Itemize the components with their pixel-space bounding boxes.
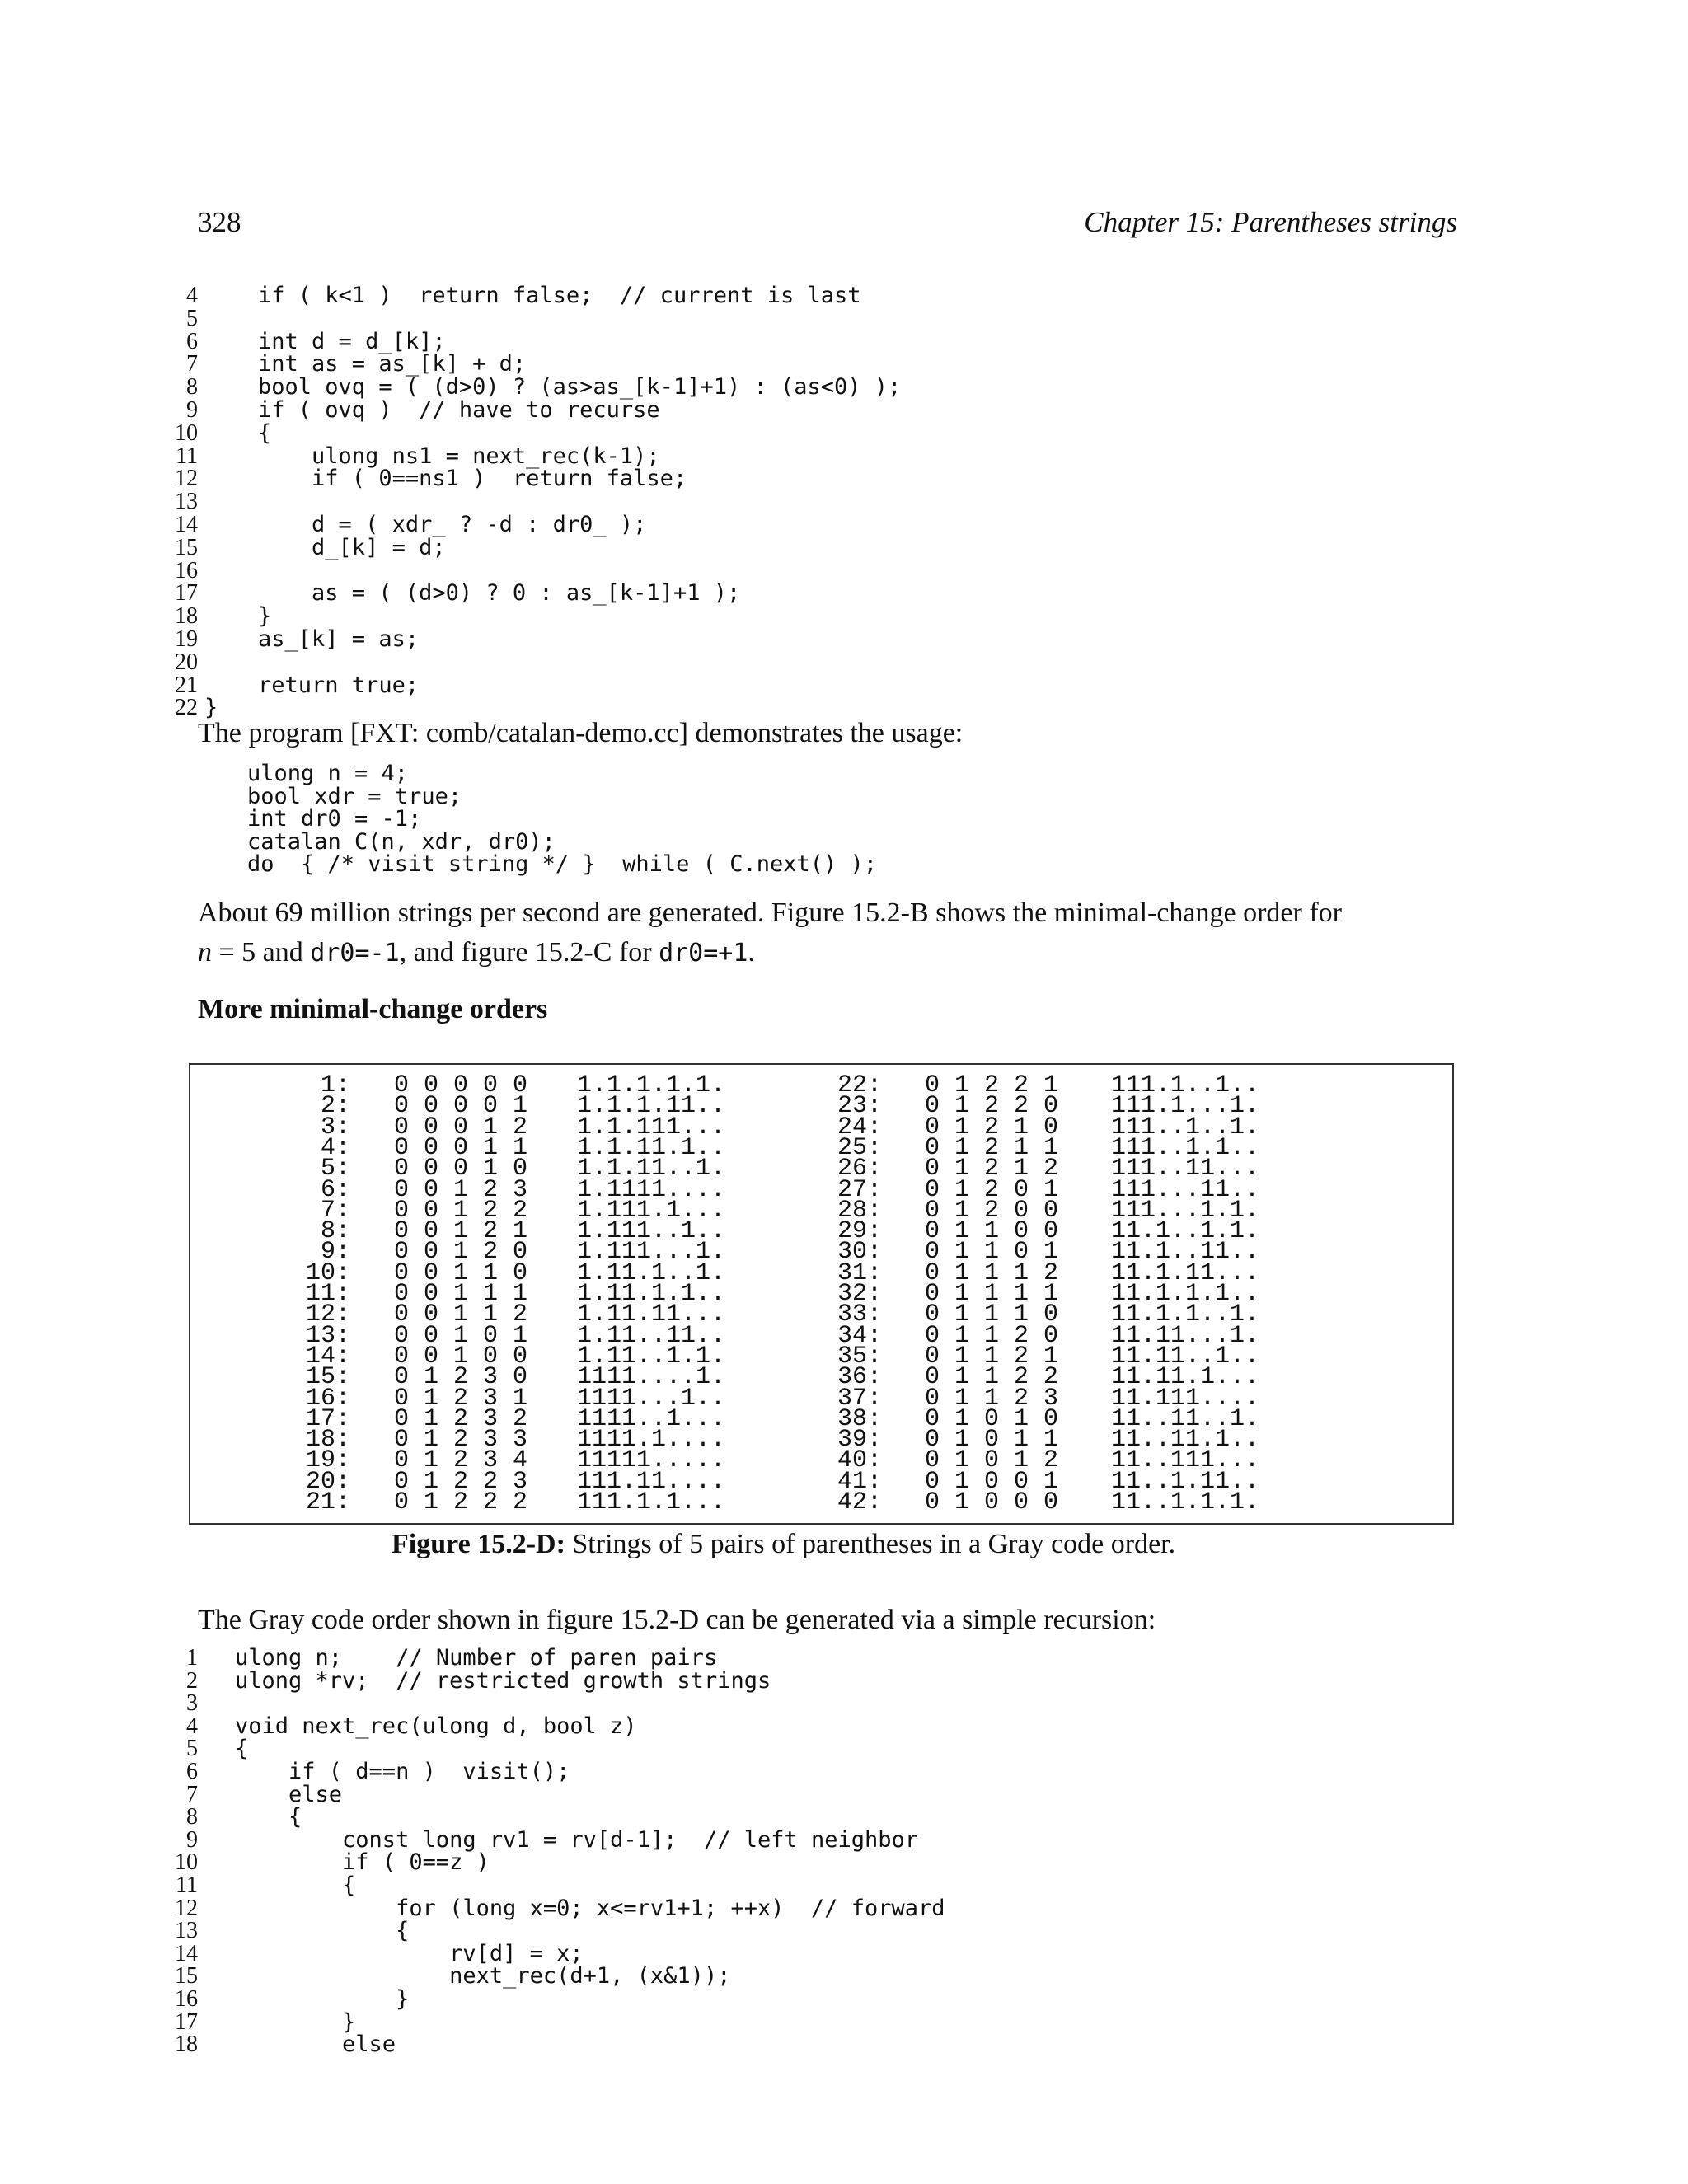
figure-row-index: 7: <box>320 1196 350 1225</box>
figure-row-rgs: 0 0 0 0 0 <box>394 1071 528 1099</box>
line-number: 17 <box>175 2008 198 2035</box>
figure-row-rgs: 0 1 1 1 1 <box>925 1280 1059 1308</box>
code-text: { <box>204 419 272 446</box>
code-text: ulong *rv; // restricted growth strings <box>235 1667 771 1694</box>
code-line <box>165 1874 1484 1897</box>
figure-row-index: 3: <box>320 1113 350 1141</box>
line-number: 13 <box>175 1918 198 1944</box>
code-text: } <box>204 603 272 630</box>
figure-row-index: 8: <box>320 1217 350 1246</box>
code-text: { <box>235 1872 356 1898</box>
line-number: 4 <box>186 283 198 308</box>
figure-row-index: 19: <box>305 1446 350 1475</box>
figure-row-rgs: 0 0 0 0 1 <box>394 1092 528 1121</box>
code-line <box>165 1692 1484 1715</box>
code-line <box>165 396 1484 423</box>
figure-row-paren-string: 11..11.1.. <box>1111 1426 1260 1455</box>
demo-code-line <box>247 853 1401 876</box>
running-title: Chapter 15: Parentheses strings <box>1084 206 1457 238</box>
paragraph-speed-s4: . <box>748 937 755 968</box>
figure-row-paren-string: 1.11.1.1.. <box>577 1280 726 1308</box>
variable-n: n <box>198 937 212 968</box>
figure-row-paren-string: 111.1...1. <box>1111 1092 1260 1121</box>
figure-row-index: 10: <box>305 1258 350 1287</box>
line-number: 17 <box>175 580 198 607</box>
code-line <box>165 557 1484 583</box>
code-text: bool ovq = ( (d>0) ? (as>as_[k-1]+1) : (as<0) ); <box>204 374 902 401</box>
figure-row-index: 5: <box>320 1155 350 1183</box>
figure-row-index: 34: <box>837 1321 882 1350</box>
code-line <box>165 1851 1484 1874</box>
figure-row-index: 35: <box>837 1342 882 1371</box>
inline-code-dr0-pos: dr0=+1 <box>659 939 748 968</box>
code-line <box>165 1806 1484 1829</box>
code-line <box>165 513 1484 537</box>
line-number: 8 <box>186 374 198 401</box>
figure-row-index: 39: <box>837 1426 882 1455</box>
demo-code-line <box>247 785 1401 808</box>
figure-row-paren-string: 11.11...1. <box>1111 1321 1260 1350</box>
paragraph-speed-s1: About 69 million strings per second are generated. Figure 15.2-B shows the minimal-change order for <box>198 898 1342 928</box>
page-number: 328 <box>198 206 241 238</box>
line-number: 2 <box>186 1667 198 1694</box>
code-text: return true; <box>204 672 420 698</box>
figure-row-index: 20: <box>305 1467 350 1496</box>
figure-row-paren-string: 111..11... <box>1111 1155 1260 1183</box>
figure-row-index: 28: <box>837 1196 882 1225</box>
figure-row-index: 2: <box>320 1092 350 1121</box>
figure-row-rgs: 0 0 1 1 2 <box>394 1301 528 1329</box>
figure-row-rgs: 0 0 1 0 1 <box>394 1321 528 1350</box>
figure-row-paren-string: 1111...1.. <box>577 1384 726 1413</box>
figure-row-index: 23: <box>837 1092 882 1121</box>
code-text: int d = d_[k]; <box>204 328 446 354</box>
code-text: d_[k] = d; <box>204 534 446 560</box>
figure-row-paren-string: 111..1.1.. <box>1111 1133 1260 1162</box>
line-number: 4 <box>186 1713 198 1739</box>
code-line <box>165 307 1484 330</box>
figure-row-rgs: 0 1 1 2 3 <box>925 1384 1059 1413</box>
figure-row-rgs: 0 1 1 2 1 <box>925 1342 1059 1371</box>
figure-row-paren-string: 1.1.1.11.. <box>577 1092 726 1121</box>
figure-row-paren-string: 1111.1.... <box>577 1426 726 1455</box>
paragraph-speed-s3: , and figure 15.2-C for <box>399 937 659 968</box>
figure-row-index: 32: <box>837 1280 882 1308</box>
figure-row-paren-string: 1.1.11.1.. <box>577 1133 726 1162</box>
code-line <box>165 353 1484 376</box>
figure-row-index: 16: <box>305 1384 350 1413</box>
line-number: 6 <box>186 328 198 354</box>
line-number: 7 <box>186 1781 198 1807</box>
figure-row-paren-string: 1.1.11..1. <box>577 1155 726 1183</box>
figure-row-rgs: 0 0 1 1 1 <box>394 1280 528 1308</box>
code-line <box>165 1760 1484 1783</box>
figure-row-index: 11: <box>305 1280 350 1308</box>
figure-row-index: 15: <box>305 1363 350 1392</box>
code-line <box>165 376 1484 399</box>
code-text: d = ( xdr_ ? -d : dr0_ ); <box>204 511 647 537</box>
line-number: 7 <box>186 351 198 377</box>
figure-row-paren-string: 11111..... <box>577 1446 726 1475</box>
figure-row-paren-string: 1111....1. <box>577 1363 726 1392</box>
figure-row-paren-string: 1.111...1. <box>577 1238 726 1267</box>
figure-row-index: 41: <box>837 1467 882 1496</box>
code-listing-bottom <box>165 1647 1484 2056</box>
figure-row-rgs: 0 1 2 1 0 <box>925 1113 1059 1141</box>
line-number: 9 <box>186 396 198 423</box>
figure-row-paren-string: 111.1..1.. <box>1111 1071 1260 1099</box>
code-text: if ( ovq ) // have to recurse <box>204 396 660 423</box>
figure-row-index: 33: <box>837 1301 882 1329</box>
line-number: 15 <box>175 534 198 560</box>
line-number: 19 <box>175 626 198 652</box>
figure-row-rgs: 0 1 2 2 3 <box>394 1467 528 1496</box>
figure-row-rgs: 0 1 1 2 0 <box>925 1321 1059 1350</box>
figure-row-index: 38: <box>837 1404 882 1433</box>
figure-row-index: 18: <box>305 1426 350 1455</box>
figure-row-paren-string: 11..111... <box>1111 1446 1260 1475</box>
figure-row-index: 40: <box>837 1446 882 1475</box>
line-number: 5 <box>186 1736 198 1762</box>
code-text: void next_rec(ulong d, bool z) <box>235 1713 637 1739</box>
figure-row-paren-string: 1.1111.... <box>577 1175 726 1204</box>
figure-row-rgs: 0 0 0 1 2 <box>394 1113 528 1141</box>
figure-row-rgs: 0 1 2 3 4 <box>394 1446 528 1475</box>
code-line <box>165 2008 1484 2035</box>
figure-row-index: 22: <box>837 1071 882 1099</box>
paragraph-demo-intro: The program [FXT: comb/catalan-demo.cc] demonstrates the usage: <box>198 718 964 748</box>
code-line <box>165 1783 1484 1807</box>
figure-row-rgs: 0 0 1 1 0 <box>394 1258 528 1287</box>
paragraph-recursion-intro: The Gray code order shown in figure 15.2-D can be generated via a simple recursion: <box>198 1605 1156 1635</box>
figure-row-rgs: 0 1 2 0 0 <box>925 1196 1059 1225</box>
paragraph-speed <box>198 893 1451 973</box>
code-line <box>165 651 1484 674</box>
figure-row-rgs: 0 0 0 1 0 <box>394 1155 528 1183</box>
code-text: if ( k<1 ) return false; // current is last <box>204 283 861 308</box>
line-number: 6 <box>186 1758 198 1784</box>
figure-row-paren-string: 111..1..1. <box>1111 1113 1260 1141</box>
code-text: const long rv1 = rv[d-1]; // left neighbor <box>235 1826 919 1853</box>
line-number: 18 <box>175 603 198 630</box>
line-number: 5 <box>186 305 198 331</box>
figure-row-index: 26: <box>837 1155 882 1183</box>
code-text: { <box>235 1918 410 1944</box>
figure-row-paren-string: 11..1.11.. <box>1111 1467 1260 1496</box>
figure-row-rgs: 0 1 2 3 1 <box>394 1384 528 1413</box>
code-line <box>165 1965 1484 1988</box>
code-line <box>165 419 1484 446</box>
figure-row-rgs: 0 1 2 1 1 <box>925 1133 1059 1162</box>
figure-row-paren-string: 11.1.1..1. <box>1111 1301 1260 1329</box>
line-number: 8 <box>186 1804 198 1830</box>
figure-row-rgs: 0 1 2 2 2 <box>394 1488 528 1516</box>
figure-row-rgs: 0 1 0 0 0 <box>925 1488 1059 1516</box>
figure-row-paren-string: 111...1.1. <box>1111 1196 1260 1225</box>
figure-row-rgs: 0 1 1 0 0 <box>925 1217 1059 1246</box>
code-text: if ( 0==z ) <box>235 1849 490 1876</box>
figure-row-rgs: 0 1 2 0 1 <box>925 1175 1059 1204</box>
code-text: } <box>204 695 218 721</box>
figure-row-index: 27: <box>837 1175 882 1204</box>
code-text: ulong n = 4; <box>247 761 409 786</box>
figure-row-rgs: 0 1 0 0 1 <box>925 1467 1059 1496</box>
figure-row-index: 25: <box>837 1133 882 1162</box>
code-text: if ( d==n ) visit(); <box>235 1758 570 1784</box>
figure-row-paren-string: 1.1.111... <box>577 1113 726 1141</box>
figure-row-rgs: 0 1 2 3 0 <box>394 1363 528 1392</box>
figure-row-index: 36: <box>837 1363 882 1392</box>
figure-row-paren-string: 11.1.11... <box>1111 1258 1260 1287</box>
code-text: int dr0 = -1; <box>247 806 422 832</box>
code-text: bool xdr = true; <box>247 783 462 809</box>
code-text: } <box>235 1985 410 2012</box>
figure-row-index: 42: <box>837 1488 882 1516</box>
figure-row-index: 13: <box>305 1321 350 1350</box>
code-listing-top <box>165 284 1484 719</box>
code-line <box>165 284 1484 307</box>
code-line <box>165 1826 1484 1853</box>
figure-row-rgs: 0 1 2 1 2 <box>925 1155 1059 1183</box>
figure-row-rgs: 0 1 2 2 1 <box>925 1071 1059 1099</box>
line-number: 10 <box>175 1849 198 1876</box>
figure-row-paren-string: 11..11..1. <box>1111 1404 1260 1433</box>
figure-row-rgs: 0 1 1 1 2 <box>925 1258 1059 1287</box>
code-line <box>165 467 1484 490</box>
code-line <box>165 1737 1484 1760</box>
figure-row-index: 21: <box>305 1488 350 1516</box>
figure-row-paren-string: 1.11..11.. <box>577 1321 726 1350</box>
line-number: 11 <box>176 443 198 469</box>
paragraph-speed-s2: = 5 and <box>212 937 311 968</box>
code-text: catalan C(n, xdr, dr0); <box>247 828 556 855</box>
figure-row-rgs: 0 1 2 3 2 <box>394 1404 528 1433</box>
line-number: 18 <box>175 2032 198 2058</box>
figure-row-rgs: 0 1 1 0 1 <box>925 1238 1059 1267</box>
line-number: 10 <box>175 419 198 446</box>
code-line <box>165 2033 1484 2056</box>
figure-row-paren-string: 111.11.... <box>577 1467 726 1496</box>
code-text: int as = as_[k] + d; <box>204 351 527 377</box>
figure-row-paren-string: 1.111..1.. <box>577 1217 726 1246</box>
figure-row-index: 30: <box>837 1238 882 1267</box>
figure-row-index: 12: <box>305 1301 350 1329</box>
figure-row-paren-string: 11.1..11.. <box>1111 1238 1260 1267</box>
figure-row-rgs: 0 0 1 2 3 <box>394 1175 528 1204</box>
code-line <box>165 605 1484 628</box>
figure-row-index: 31: <box>837 1258 882 1287</box>
figure-row-paren-string: 111.1.1... <box>577 1488 726 1516</box>
figure-row-rgs: 0 0 0 1 1 <box>394 1133 528 1162</box>
figure-row-paren-string: 1.11.1..1. <box>577 1258 726 1287</box>
figure-frame <box>189 1063 1454 1525</box>
code-text: ulong ns1 = next_rec(k-1); <box>204 443 660 469</box>
line-number: 9 <box>186 1826 198 1853</box>
code-line <box>165 1667 1484 1694</box>
figure-row-rgs: 0 0 1 2 0 <box>394 1238 528 1267</box>
figure-caption-text: Strings of 5 pairs of parentheses in a Gray code order. <box>565 1529 1176 1559</box>
demo-code-line <box>247 828 1401 855</box>
line-number: 16 <box>175 557 198 583</box>
figure-row-paren-string: 11.11..1.. <box>1111 1342 1260 1371</box>
code-text: for (long x=0; x<=rv1+1; ++x) // forward <box>235 1895 945 1921</box>
line-number: 21 <box>175 672 198 698</box>
code-line <box>165 1940 1484 1966</box>
line-number: 14 <box>175 1940 198 1966</box>
figure-row-paren-string: 11..1.1.1. <box>1111 1488 1260 1516</box>
code-text: ulong n; // Number of paren pairs <box>235 1645 718 1671</box>
figure-row-rgs: 0 1 2 2 0 <box>925 1092 1059 1121</box>
line-number: 12 <box>175 1895 198 1921</box>
code-text: { <box>235 1804 302 1830</box>
figure-caption-label: Figure 15.2-D: <box>392 1529 565 1559</box>
line-number: 12 <box>175 466 198 492</box>
figure-row-rgs: 0 1 1 2 2 <box>925 1363 1059 1392</box>
code-text: next_rec(d+1, (x&1)); <box>235 1963 731 1990</box>
demo-code-line <box>247 762 1401 785</box>
code-line <box>165 674 1484 697</box>
figure-row-rgs: 0 0 1 0 0 <box>394 1342 528 1371</box>
figure-row-paren-string: 11.111.... <box>1111 1384 1260 1413</box>
code-text: else <box>235 1781 343 1807</box>
figure-row-index: 37: <box>837 1384 882 1413</box>
figure-row-paren-string: 11.1..1.1. <box>1111 1217 1260 1246</box>
code-line <box>165 1985 1484 2012</box>
figure-row-index: 4: <box>320 1133 350 1162</box>
code-line <box>165 534 1484 560</box>
figure-row-paren-string: 11.11.1... <box>1111 1363 1260 1392</box>
demo-code-line <box>247 808 1401 831</box>
code-text: rv[d] = x; <box>235 1940 584 1966</box>
code-text: do { /* visit string */ } while ( C.next() ); <box>247 851 878 877</box>
figure-row-rgs: 0 1 2 3 3 <box>394 1426 528 1455</box>
code-text: { <box>235 1736 249 1762</box>
figure-row-rgs: 0 1 1 1 0 <box>925 1301 1059 1329</box>
figure-row-rgs: 0 0 1 2 2 <box>394 1196 528 1225</box>
figure-row-rgs: 0 1 0 1 1 <box>925 1426 1059 1455</box>
figure-row-rgs: 0 0 1 2 1 <box>394 1217 528 1246</box>
code-line <box>165 1897 1484 1920</box>
line-number: 15 <box>175 1963 198 1990</box>
figure-row-index: 6: <box>320 1175 350 1204</box>
figure-caption <box>392 1529 1175 1560</box>
figure-row-index: 29: <box>837 1217 882 1246</box>
figure-row-index: 14: <box>305 1342 350 1371</box>
figure-row-rgs: 0 1 0 1 0 <box>925 1404 1059 1433</box>
code-line <box>165 1919 1484 1943</box>
line-number: 22 <box>175 695 198 721</box>
figure-row-paren-string: 1.11..1.1. <box>577 1342 726 1371</box>
figure-row-index: 24: <box>837 1113 882 1141</box>
figure-row-index: 1: <box>320 1071 350 1099</box>
figure-row-index: 9: <box>320 1238 350 1267</box>
figure-row-index: 17: <box>305 1404 350 1433</box>
line-number: 13 <box>175 489 198 515</box>
code-text: else <box>235 2032 396 2058</box>
figure-row-paren-string: 11.1.1.1.. <box>1111 1280 1260 1308</box>
figure-row-paren-string: 1.11.11... <box>577 1301 726 1329</box>
code-line <box>165 330 1484 354</box>
code-line <box>165 1715 1484 1738</box>
code-text: if ( 0==ns1 ) return false; <box>204 466 687 492</box>
line-number: 1 <box>186 1645 198 1671</box>
line-number: 14 <box>175 511 198 537</box>
demo-code-block <box>247 762 1401 876</box>
code-text: } <box>235 2008 356 2035</box>
section-title: More minimal-change orders <box>198 994 548 1024</box>
code-line <box>165 582 1484 605</box>
figure-row-paren-string: 1.111.1... <box>577 1196 726 1225</box>
line-number: 20 <box>175 649 198 675</box>
line-number: 11 <box>176 1872 198 1898</box>
inline-code-dr0-neg: dr0=-1 <box>310 939 400 968</box>
line-number: 16 <box>175 1985 198 2012</box>
figure-row-paren-string: 1.1.1.1.1. <box>577 1071 726 1099</box>
code-text: as_[k] = as; <box>204 626 420 652</box>
line-number: 3 <box>186 1690 198 1717</box>
code-text: as = ( (d>0) ? 0 : as_[k-1]+1 ); <box>204 580 741 607</box>
code-line <box>165 628 1484 651</box>
figure-row-rgs: 0 1 0 1 2 <box>925 1446 1059 1475</box>
code-line <box>165 1647 1484 1670</box>
figure-row-paren-string: 1111..1... <box>577 1404 726 1433</box>
code-line <box>165 445 1484 468</box>
code-line <box>165 490 1484 513</box>
figure-row-paren-string: 111...11.. <box>1111 1175 1260 1204</box>
